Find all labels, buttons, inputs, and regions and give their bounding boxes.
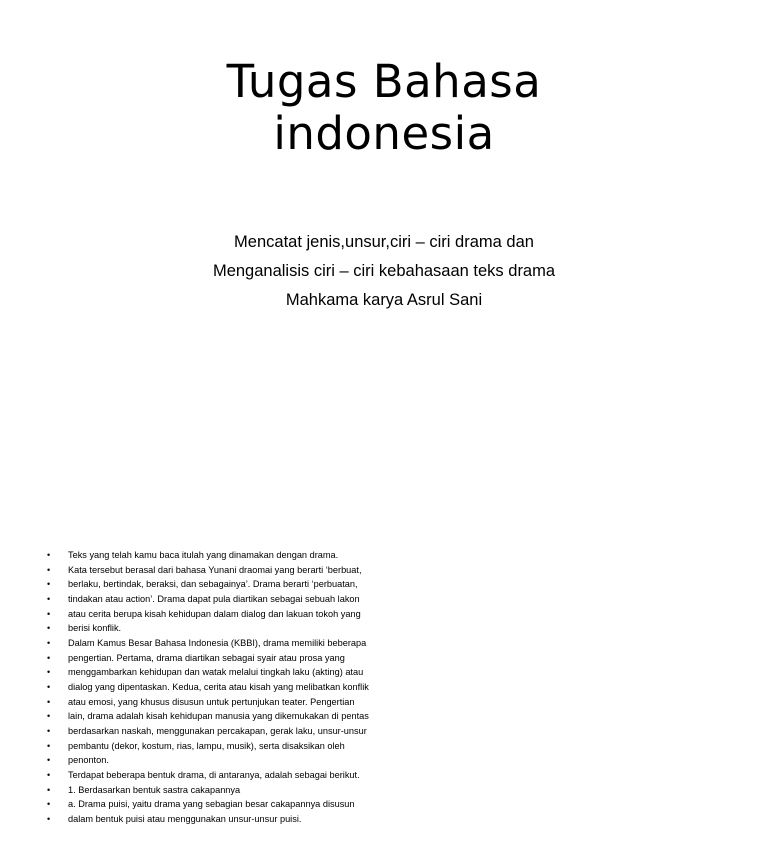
list-item (42, 636, 382, 651)
list-item-text: a. Drama puisi, yaitu drama yang sebagian besar cakapannya disusun (68, 799, 355, 810)
list-item-text: atau cerita berupa kisah kehidupan dalam dialog dan lakuan tokoh yang (68, 608, 361, 619)
bullet-icon: • (47, 769, 51, 780)
list-item (42, 768, 382, 783)
list-item (42, 665, 382, 680)
list-item (42, 651, 382, 666)
bullet-icon: • (47, 681, 51, 692)
bullet-icon: • (47, 740, 51, 751)
bullet-icon: • (47, 564, 51, 575)
document-subtitle (0, 228, 768, 315)
list-item-text: berdasarkan naskah, menggunakan percakapan, gerak laku, unsur-unsur (68, 725, 367, 736)
list-item (42, 783, 382, 798)
list-item-text: dalam bentuk puisi atau menggunakan unsur-unsur puisi. (68, 813, 302, 824)
list-item (42, 563, 382, 578)
list-item-text: Kata tersebut berasal dari bahasa Yunani draomai yang berarti ‘berbuat, (68, 564, 362, 575)
list-item (42, 680, 382, 695)
list-item (42, 695, 382, 710)
bullet-icon: • (47, 696, 51, 707)
bullet-icon: • (47, 799, 51, 810)
bullet-icon: • (47, 755, 51, 766)
bullet-icon: • (47, 813, 51, 824)
list-item-text: berisi konflik. (68, 623, 122, 634)
list-item-text: menggambarkan kehidupan dan watak melalui tingkah laku (akting) atau (68, 667, 364, 678)
bullet-list (42, 548, 382, 826)
list-item-text: Teks yang telah kamu baca itulah yang dinamakan dengan drama. (68, 550, 339, 560)
title-line: indonesia (273, 107, 495, 160)
list-item-text: lain, drama adalah kisah kehidupan manusia yang dikemukakan di pentas (68, 711, 369, 722)
list-item (42, 797, 382, 812)
list-item (42, 812, 382, 827)
bullet-icon: • (47, 593, 51, 604)
list-item-text: dialog yang dipentaskan. Kedua, cerita atau kisah yang melibatkan konflik (68, 681, 369, 692)
list-item-text: Terdapat beberapa bentuk drama, di antaranya, adalah sebagai berikut. (68, 769, 360, 780)
bullet-icon: • (47, 637, 51, 648)
subtitle-line: Mencatat jenis,unsur,ciri – ciri drama dan (234, 233, 534, 251)
bullet-icon: • (47, 652, 51, 663)
list-item (42, 548, 382, 563)
subtitle-line: Mahkama karya Asrul Sani (285, 291, 483, 309)
bullet-icon: • (47, 550, 51, 560)
list-item (42, 709, 382, 724)
list-item-text: atau emosi, yang khusus disusun untuk pertunjukan teater. Pengertian (68, 696, 355, 707)
bullet-icon: • (47, 725, 51, 736)
list-item-text: penonton. (68, 755, 109, 766)
bullet-icon: • (47, 667, 51, 678)
bullet-icon: • (47, 623, 51, 634)
list-item-text: 1. Berdasarkan bentuk sastra cakapannya (68, 784, 241, 795)
bullet-icon: • (47, 711, 51, 722)
title-line: Tugas Bahasa (226, 55, 542, 108)
list-item-text: pembantu (dekor, kostum, rias, lampu, musik), serta disaksikan oleh (68, 740, 345, 751)
list-item (42, 753, 382, 768)
list-item (42, 592, 382, 607)
list-item-text: tindakan atau action’. Drama dapat pula diartikan sebagai sebuah lakon (68, 593, 360, 604)
list-item (42, 739, 382, 754)
bullet-icon: • (47, 579, 51, 590)
subtitle-line: Menganalisis ciri – ciri kebahasaan teks drama (212, 262, 556, 280)
document-title (0, 56, 768, 160)
list-item (42, 621, 382, 636)
list-item (42, 607, 382, 622)
list-item (42, 577, 382, 592)
list-item (42, 724, 382, 739)
list-item-text: Dalam Kamus Besar Bahasa Indonesia (KBBI), drama memiliki beberapa (68, 637, 367, 648)
bullet-icon: • (47, 608, 51, 619)
list-item-text: pengertian. Pertama, drama diartikan sebagai syair atau prosa yang (68, 652, 345, 663)
bullet-icon: • (47, 784, 51, 795)
list-item-text: berlaku, bertindak, beraksi, dan sebagainya’. Drama berarti ‘perbuatan, (68, 579, 358, 590)
